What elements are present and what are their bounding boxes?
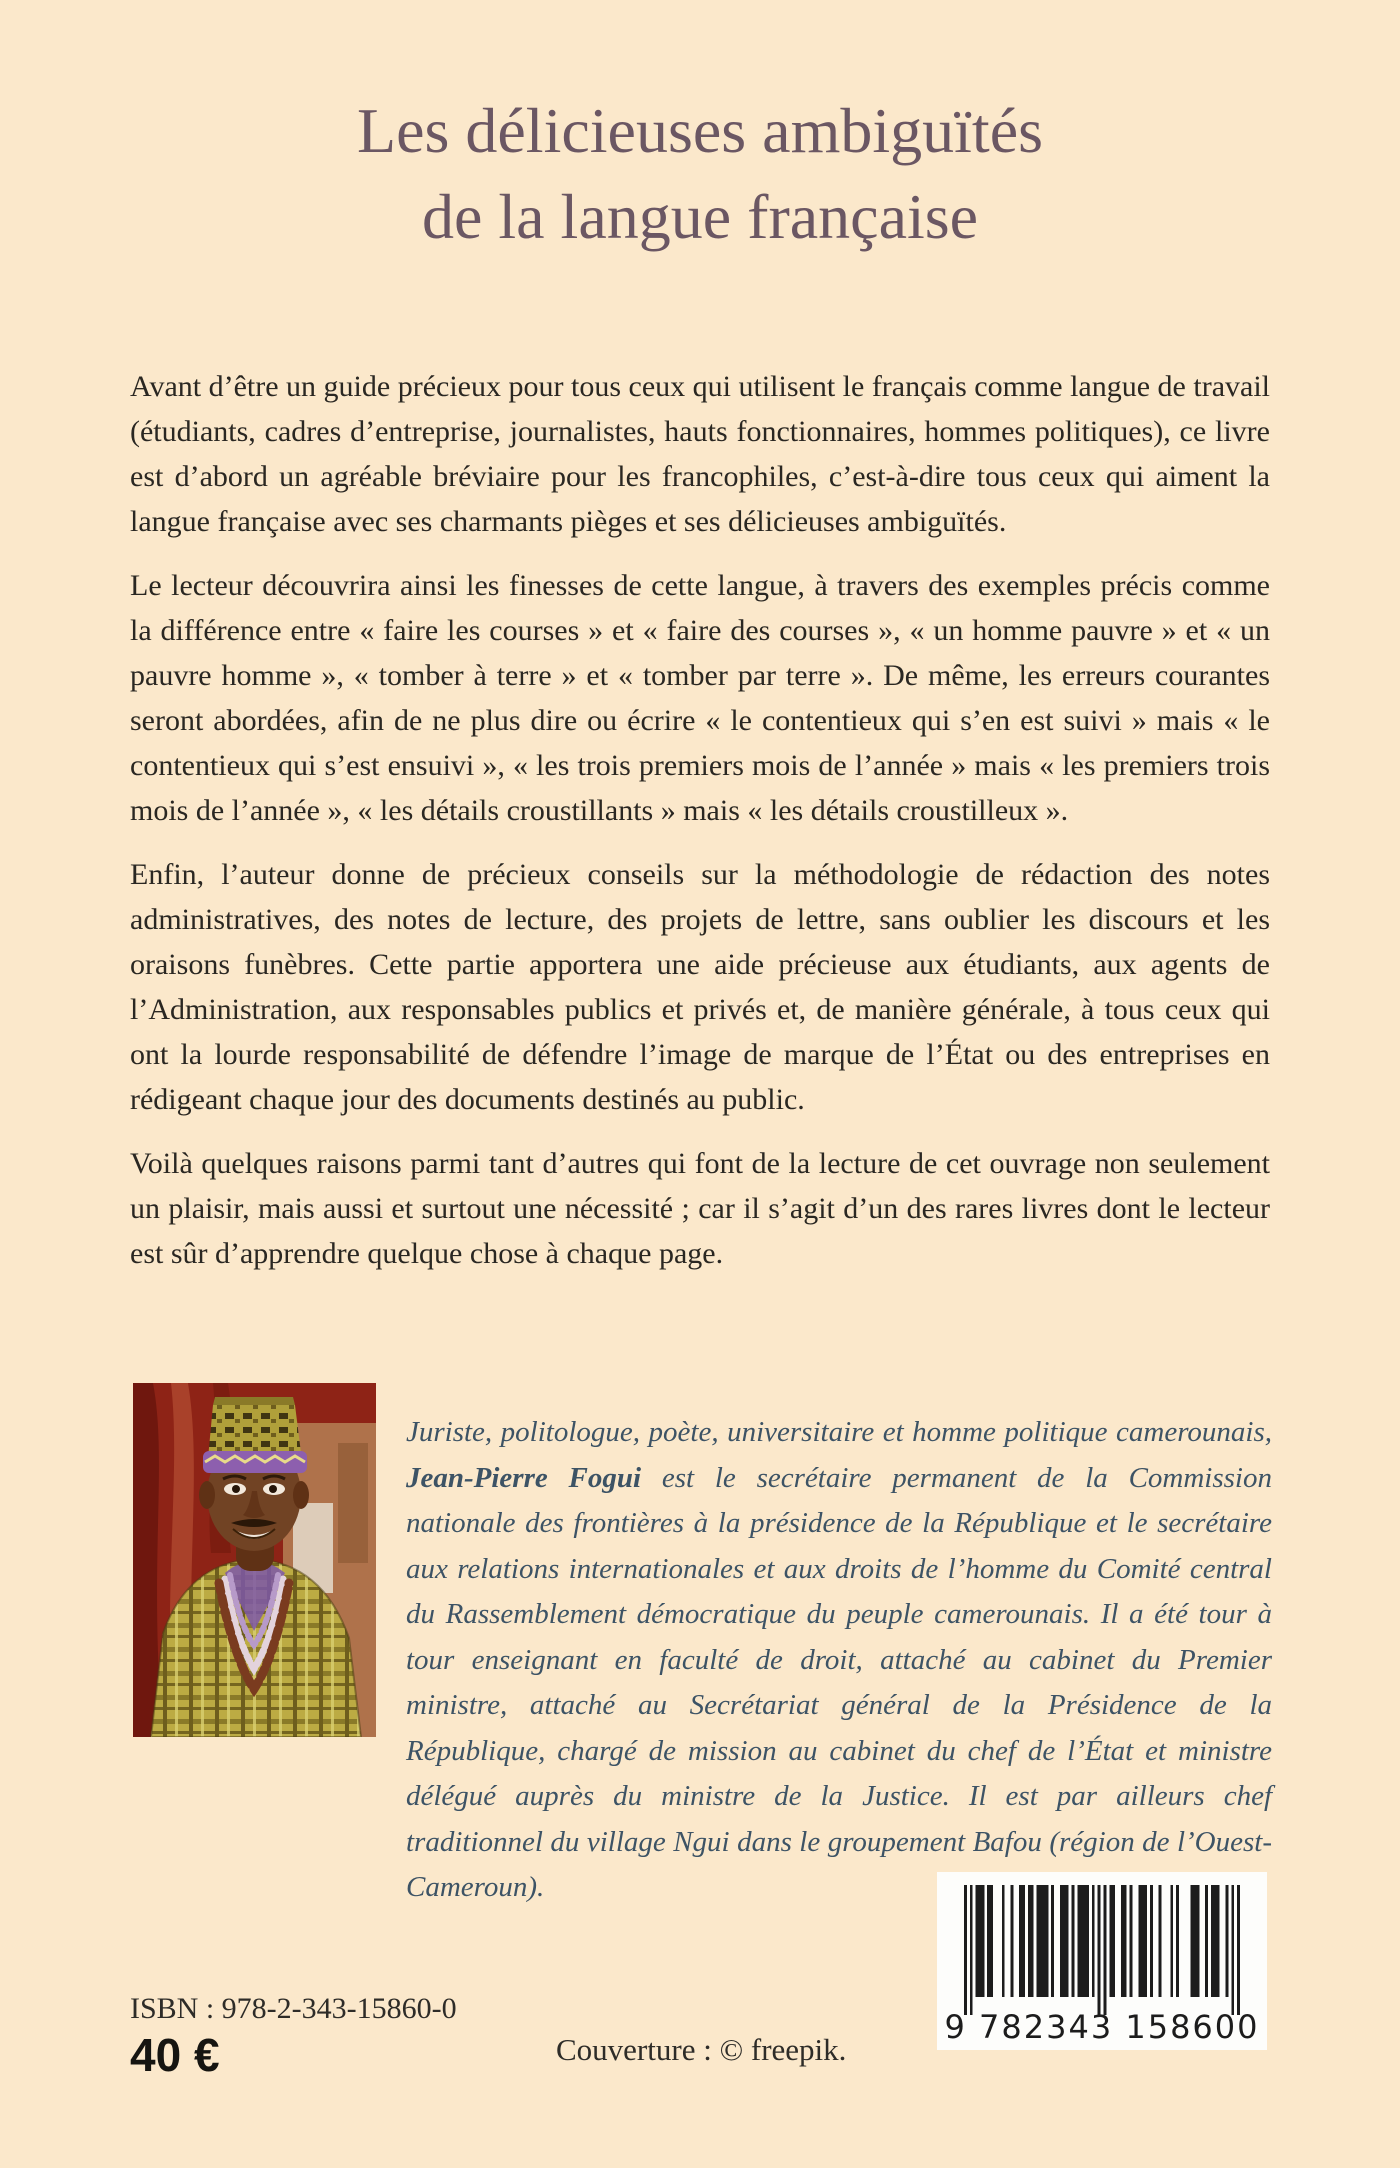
barcode-bars-area	[964, 1885, 1240, 2015]
synopsis	[130, 364, 1270, 1295]
author-photo	[133, 1383, 376, 1737]
synopsis-paragraph: Le lecteur découvrira ainsi les finesses de cette langue, à travers des exemples précis comme la différence entre « faire les courses » et « faire des courses », « un homme pauvre » et « un pauvre homme », « tomber à terre » et « tomber par terre ». De même, les erreurs courantes seront abordées, afin de ne plus dire ou écrire « le contentieux qui s’en est suivi » mais « le contentieux qui s’est ensuivi », « les trois premiers mois de l’année » mais « les premiers trois mois de l’année », « les détails croustillants » mais « les détails croustilleux ».	[130, 569, 1270, 827]
bio-suffix: est le secrétaire permanent de la Commission nationale des frontières à la présidence de la République et le secrétaire aux relations internationales et aux droits de l’homme du Comité central du Rassemblement démocratique du peuple camerounais. Il a été tour à tour enseignant en faculté de droit, attaché au cabinet du Premier ministre, attaché au Secrétariat général de la Présidence de la République, chargé de mission au cabinet du chef de l’État et ministre délégué auprès du ministre de la Justice. Il est par ailleurs chef traditionnel du village Ngui dans le groupement Bafou (région de l’Ouest-Cameroun).	[406, 1461, 1272, 1903]
isbn-text: ISBN : 978-2-343-15860-0	[130, 1992, 457, 2025]
synopsis-paragraph: Voilà quelques raisons parmi tant d’autres qui font de la lecture de cet ouvrage non seulement un plaisir, mais aussi et surtout une nécessité ; car il s’agit d’un des rares livres dont le lecteur est sûr d’apprendre quelque chose à chaque page.	[130, 1147, 1270, 1270]
book-title-line1: Les délicieuses ambiguïtés	[356, 95, 1044, 166]
synopsis-paragraph: Avant d’être un guide précieux pour tous ceux qui utilisent le français comme langue de travail (étudiants, cadres d’entreprise, journalistes, hauts fonctionnaires, hommes politiques), ce livre est d’abord un agréable bréviaire pour les francophiles, c’est-à-dire tous ceux qui aiment la langue française avec ses charmants pièges et ses délicieuses ambiguïtés.	[130, 370, 1270, 538]
barcode	[937, 1872, 1267, 2050]
author-photo-illustration	[133, 1383, 376, 1737]
book-title-line2: de la langue française	[421, 181, 979, 252]
barcode-digits: 9 782343 158600	[944, 2008, 1260, 2046]
book-title	[0, 88, 1400, 260]
price-text: 40 €	[130, 2029, 220, 2081]
barcode-bars	[964, 1885, 1240, 2015]
cover-credit-text: Couverture : © freepik.	[556, 2032, 847, 2067]
synopsis-paragraph: Enfin, l’auteur donne de précieux conseils sur la méthodologie de rédaction des notes administratives, des notes de lecture, des projets de lettre, sans oublier les discours et les oraisons funèbres. Cette partie apportera une aide précieuse aux étudiants, aux agents de l’Administration, aux responsables publics et privés et, de manière générale, à tous ceux qui ont la lourde responsabilité de défendre l’image de marque de l’État ou des entreprises en rédigeant chaque jour des documents destinés au public.	[130, 858, 1270, 1116]
author-bio	[406, 1410, 1272, 1911]
author-name: Jean-Pierre Fogui	[406, 1461, 642, 1494]
bio-prefix: Juriste, politologue, poète, universitaire et homme politique camerounais,	[406, 1416, 1272, 1448]
